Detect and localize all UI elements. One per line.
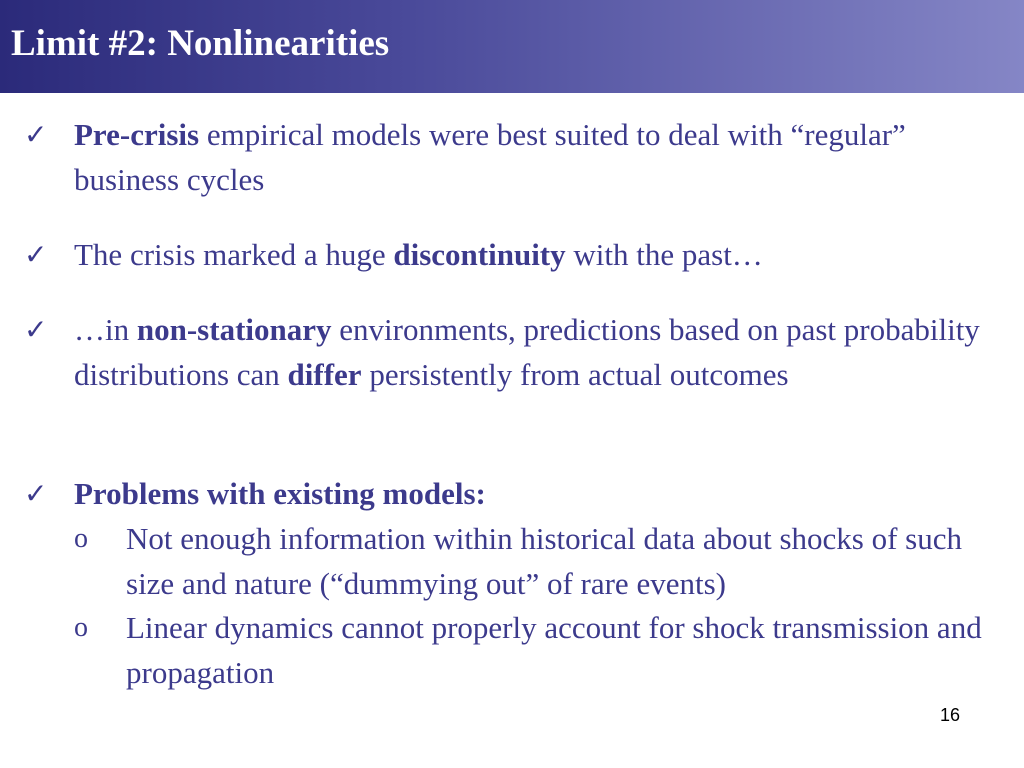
bullet-3-text [74,307,994,397]
bullet-1-bold: Pre-crisis [74,117,200,152]
checkmark-icon: ✓ [24,238,48,271]
bullet-1-text [74,112,994,202]
bullet-2-post: with the past… [565,237,763,272]
bullet-2-bold: discontinuity [393,237,566,272]
title-bar [0,0,1024,93]
bullet-3-bold-2: differ [287,357,362,392]
problems-heading: Problems with existing models: [74,476,486,511]
checkmark-icon: ✓ [24,118,48,151]
bullet-3-pre: …in [74,312,137,347]
page-number: 16 [940,705,961,725]
slide-title: Limit #2: Nonlinearities [11,23,390,64]
bullet-3-bold-1: non-stationary [136,312,332,347]
bullet-2-pre: The crisis marked a huge [74,237,394,272]
sub-item-2-text: Linear dynamics cannot properly account for shock transmission and propagation [126,610,982,690]
circle-bullet-icon: o [74,523,88,554]
circle-bullet-icon: o [74,612,88,643]
bullet-3-mid: environments, predictions based on past probability distributions can [74,312,980,392]
bullet-3-post: persistently from actual outcomes [361,357,789,392]
bullet-1-rest: empirical models were best suited to deal with “regular” business cycles [74,117,906,197]
checkmark-icon: ✓ [24,477,48,510]
bullet-4-heading [74,471,994,516]
bullet-2-text [74,232,994,277]
checkmark-icon: ✓ [24,313,48,346]
sub-item-1-text: Not enough information within historical data about shocks of such size and nature (“dummying out” of rare events) [126,521,962,601]
